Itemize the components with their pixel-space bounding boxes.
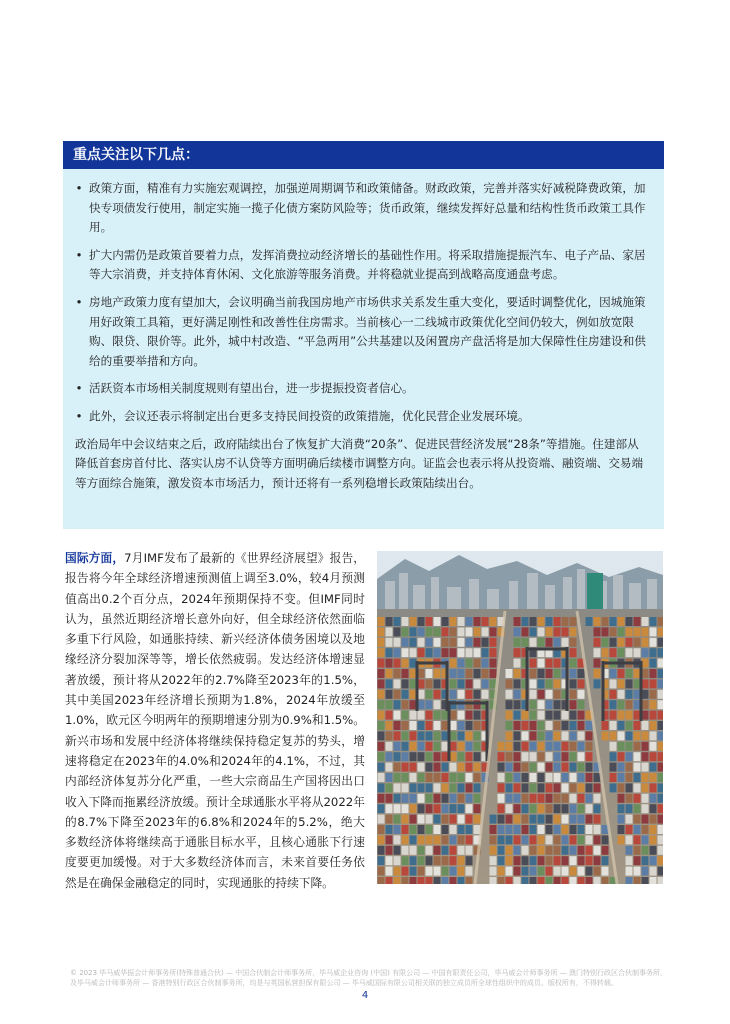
- list-item: • 房地产政策力度有望加大，会议明确当前我国房地产市场供求关系发生重大变化，要适时调整优化，因城施策用好政策工具箱，更好满足刚性和改善性住房需求。当前核心一二线城市政策优化空间仍较大，例如放宽限购、限贷、限价等。此外，城中村改造、“平急两用”公共基建以及闲置房产盘活将是加大保障性住房建设和供给的重要举措和方向。: [75, 294, 646, 368]
- footer-line: 及毕马威会计师事务所 — 香港特别行政区合伙制事务所，均是与英国私营担保有限公司 — 毕马威国际有限公司相关联的独立成员所全球性组织中的成员。版权所有，不得转载。: [70, 979, 618, 987]
- paragraph-body: 7月IMF发布了最新的《世界经济展望》报告，报告将今年全球经济增速预测值上调至3.0%，较4月预测值高出0.2个百分点，2024年预期保持不变。但IMF同时认为，虽然近期经济增长意外向好，但全球经济依然面临多重下行风险，如通胀持续、新兴经济体债务困境以及地缘经济分裂加深等等，增长依然疲弱。发达经济体增速显著放缓，预计将从2022年的2.7%降至2023年的1.5%，其中美国2023年经济增长预期为1.8%，2024年放缓至1.0%，欧元区今明两年的预期增速分别为0.9%和1.5%。新兴市场和发展中经济体将继续保持稳定复苏的势头，增速将稳定在2023年的4.0%和2024年的4.1%，不过，其内部经济体复苏分化严重，一些大宗商品生产国将因出口收入下降而拖累经济放缓。预计全球通胀水平将从2022年的8.7%下降至2023年的6.8%和2024年的5.2%，绝大多数经济体将继续高于通胀目标水平，且核心通胀下行速度要更加缓慢。对于大多数经济体而言，未来首要任务依然是在确保金融稳定的同时，实现通胀的持续下降。: [65, 551, 365, 890]
- bullet-icon: •: [75, 294, 83, 309]
- bullet-icon: •: [75, 181, 83, 195]
- list-item: • 扩大内需仍是政策首要着力点，发挥消费拉动经济增长的基础性作用。将采取措施提振汽车、电子产品、家居等大宗消费，并支持体育休闲、文化旅游等服务消费。并将稳就业提高到战略高度通盘考虑。: [75, 247, 646, 282]
- international-paragraph: [65, 548, 365, 893]
- container-port-photo: [377, 551, 663, 884]
- page-number: 4: [361, 990, 369, 1001]
- list-item: • 政策方面，精准有力实施宏观调控，加强逆周期调节和政策储备。财政政策，完善并落实好减税降费政策，加快专项债发行使用，制定实施一揽子化债方案防风险等；货币政策，继续发挥好总量和结构性货币政策工具作用。: [75, 181, 646, 235]
- key-points-box: [63, 141, 664, 529]
- key-points-list: [63, 169, 664, 427]
- list-item: • 此外，会议还表示将制定出台更多支持民间投资的政策措施，优化民营企业发展环境。: [63, 407, 650, 427]
- key-points-heading: 重点关注以下几点：: [63, 141, 664, 169]
- bullet-icon: •: [75, 408, 83, 423]
- closing-paragraph: 政治局年中会议结束之后，政府陆续出台了恢复扩大消费“20条”、促进民营经济发展“28条”等措施。住建部从降低首套房首付比、落实认房不认贷等方面明确后续楼市调整方向。证监会也表示将从投资端、融资端、交易端等方面综合施策，激发资本市场活力，预计还将有一系列稳增长政策陆续出台。: [75, 436, 644, 490]
- container-stacks: [378, 617, 664, 884]
- copyright-footer: [70, 968, 670, 988]
- footer-line: © 2023 毕马威华振会计师事务所(特殊普通合伙) — 中国合伙制会计师事务所，毕马威企业咨询 (中国) 有限公司 — 中国有限责任公司，毕马威会计师事务所 — 澳门特别行政区合伙制事务所，: [70, 969, 667, 977]
- paragraph-lead: 国际方面，: [65, 551, 125, 565]
- list-item: • 活跃资本市场相关制度规则有望出台，进一步提振投资者信心。: [63, 379, 650, 399]
- bullet-icon: •: [75, 381, 83, 396]
- bullet-icon: •: [75, 247, 83, 262]
